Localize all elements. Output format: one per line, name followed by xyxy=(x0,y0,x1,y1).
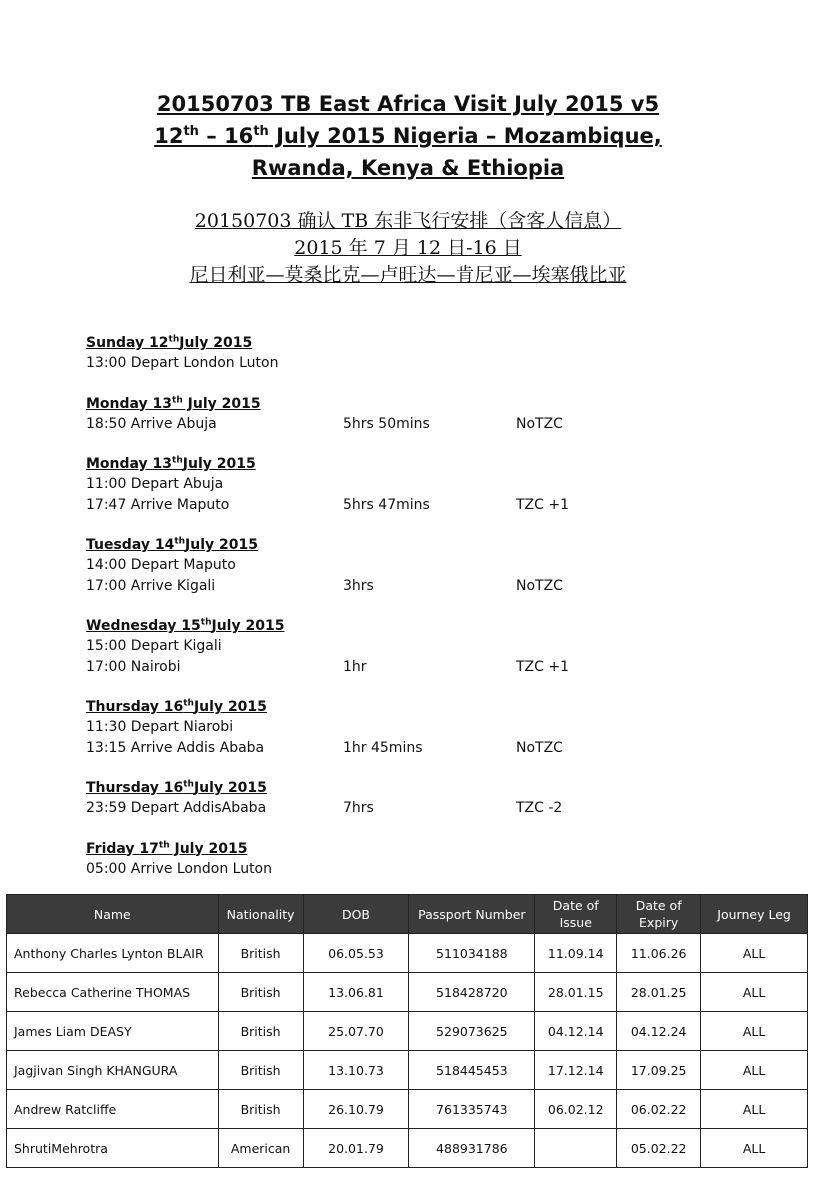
entry-timezone-change: NoTZC xyxy=(516,577,563,594)
schedule-entry xyxy=(86,657,706,678)
schedule-entry xyxy=(86,717,706,738)
header-journey-leg: Journey Leg xyxy=(701,895,808,934)
schedule-day xyxy=(86,839,706,880)
entry-timezone-change: NoTZC xyxy=(516,415,563,432)
cell-journey-leg: ALL xyxy=(701,1129,808,1168)
english-title-line-1: 20150703 TB East Africa Visit July 2015 v5 xyxy=(156,92,660,116)
day-heading-day-sup: th xyxy=(168,334,180,345)
schedule-day-heading xyxy=(86,333,706,353)
chinese-title-line-1: 20150703 确认 TB 东非飞行安排（含客人信息） xyxy=(194,210,622,232)
cell-date-of-issue: 06.02.12 xyxy=(535,1090,617,1129)
cell-passport-number: 761335743 xyxy=(409,1090,535,1129)
day-heading-day-post: July 2015 xyxy=(193,780,267,796)
cell-name: Anthony Charles Lynton BLAIR xyxy=(7,934,219,973)
cell-passport-number: 488931786 xyxy=(409,1129,535,1168)
cell-nationality: British xyxy=(218,934,303,973)
schedule-day xyxy=(86,454,706,515)
schedule-day xyxy=(86,333,706,374)
cell-passport-number: 511034188 xyxy=(409,934,535,973)
schedule-day xyxy=(86,535,706,596)
day-heading-day-post: July 2015 xyxy=(193,699,267,715)
cell-date-of-expiry: 04.12.24 xyxy=(617,1012,701,1051)
cell-date-of-issue xyxy=(535,1129,617,1168)
schedule-entry xyxy=(86,798,706,819)
chinese-title xyxy=(0,208,816,289)
table-row xyxy=(7,934,808,973)
day-heading-day-pre: Tuesday 14 xyxy=(86,537,175,553)
entry-duration: 5hrs 50mins xyxy=(343,415,430,432)
cell-journey-leg: ALL xyxy=(701,934,808,973)
schedule-entry xyxy=(86,738,706,759)
entry-text: 11:30 Depart Niarobi xyxy=(86,719,234,735)
header-dob: DOB xyxy=(303,895,409,934)
title-sup-start: th xyxy=(183,124,199,139)
table-row xyxy=(7,1090,808,1129)
english-title xyxy=(0,88,816,184)
schedule-day xyxy=(86,697,706,758)
schedule-day-heading xyxy=(86,535,706,555)
day-heading-day-post: July 2015 xyxy=(182,456,256,472)
entry-text: 13:00 Depart London Luton xyxy=(86,355,279,371)
title-date-start: 12 xyxy=(154,124,184,148)
entry-text: 15:00 Depart Kigali xyxy=(86,638,222,654)
cell-dob: 25.07.70 xyxy=(303,1012,409,1051)
entry-text: 14:00 Depart Maputo xyxy=(86,557,236,573)
schedule-day-heading xyxy=(86,778,706,798)
cell-nationality: British xyxy=(218,1012,303,1051)
cell-journey-leg: ALL xyxy=(701,1090,808,1129)
day-heading-day-pre: Friday 17 xyxy=(86,840,159,857)
entry-timezone-change: TZC -2 xyxy=(516,800,563,816)
cell-nationality: American xyxy=(218,1129,303,1168)
header-issue xyxy=(535,895,617,934)
title-sup-end: th xyxy=(253,124,269,139)
schedule-day xyxy=(86,616,706,677)
cell-nationality: British xyxy=(218,1090,303,1129)
passenger-table xyxy=(6,894,808,1168)
cell-date-of-expiry: 28.01.25 xyxy=(617,973,701,1012)
entry-text: 17:47 Arrive Maputo xyxy=(86,496,230,513)
table-row xyxy=(7,1051,808,1090)
schedule-entry xyxy=(86,859,706,880)
entry-timezone-change: TZC +1 xyxy=(516,658,570,675)
chinese-title-line-3: 尼日利亚—莫桑比克—卢旺达—肯尼亚—埃塞俄比亚 xyxy=(189,264,627,286)
cell-date-of-issue: 17.12.14 xyxy=(535,1051,617,1090)
cell-dob: 13.10.73 xyxy=(303,1051,409,1090)
entry-duration: 3hrs xyxy=(343,577,374,594)
cell-name: ShrutiMehrotra xyxy=(7,1129,219,1168)
header-expiry-line-1: Date of xyxy=(635,898,682,913)
day-heading-day-post: July 2015 xyxy=(179,335,253,351)
schedule-day-heading xyxy=(86,839,706,859)
schedule-entry xyxy=(86,414,706,435)
cell-date-of-expiry: 11.06.26 xyxy=(617,934,701,973)
entry-duration: 7hrs xyxy=(343,800,374,816)
header-nationality: Nationality xyxy=(218,895,303,934)
header-expiry-line-2: Expiry xyxy=(639,915,679,930)
cell-nationality: British xyxy=(218,1051,303,1090)
entry-timezone-change: TZC +1 xyxy=(516,496,570,513)
schedule-entry xyxy=(86,353,706,374)
title-date-end: – 16 xyxy=(198,124,254,148)
cell-date-of-expiry: 06.02.22 xyxy=(617,1090,701,1129)
schedule-day-heading xyxy=(86,616,706,636)
entry-duration: 5hrs 47mins xyxy=(343,496,430,513)
schedule-entry xyxy=(86,636,706,657)
header-issue-line-1: Date of xyxy=(552,898,599,913)
entry-text: 17:00 Nairobi xyxy=(86,658,181,675)
cell-date-of-issue: 28.01.15 xyxy=(535,973,617,1012)
schedule-day-heading xyxy=(86,454,706,474)
header-issue-line-2: Issue xyxy=(559,915,592,930)
entry-text: 13:15 Arrive Addis Ababa xyxy=(86,739,265,756)
entry-text: 05:00 Arrive London Luton xyxy=(86,860,272,877)
schedule-entry xyxy=(86,576,706,597)
entry-text: 17:00 Arrive Kigali xyxy=(86,577,216,594)
cell-dob: 13.06.81 xyxy=(303,973,409,1012)
cell-journey-leg: ALL xyxy=(701,1012,808,1051)
cell-name: Jagjivan Singh KHANGURA xyxy=(7,1051,219,1090)
day-heading-day-pre: Monday 13 xyxy=(86,456,173,472)
day-heading-day-sup: th xyxy=(172,394,183,405)
header-expiry xyxy=(617,895,701,934)
header-name: Name xyxy=(7,895,219,934)
title-countries-a: July 2015 Nigeria – Mozambique, xyxy=(268,124,662,148)
cell-dob: 06.05.53 xyxy=(303,934,409,973)
day-heading-day-sup: th xyxy=(183,779,194,790)
flight-schedule xyxy=(86,333,706,899)
day-heading-day-sup: th xyxy=(183,698,194,709)
cell-passport-number: 529073625 xyxy=(409,1012,535,1051)
cell-date-of-issue: 11.09.14 xyxy=(535,934,617,973)
day-heading-day-pre: Sunday 12 xyxy=(86,335,169,351)
entry-text: 23:59 Depart AddisAbaba xyxy=(86,800,267,816)
header-passport: Passport Number xyxy=(409,895,535,934)
schedule-day xyxy=(86,394,706,435)
table-row xyxy=(7,1129,808,1168)
day-heading-day-post: July 2015 xyxy=(182,395,261,412)
schedule-entry xyxy=(86,495,706,516)
cell-dob: 20.01.79 xyxy=(303,1129,409,1168)
schedule-entry xyxy=(86,474,706,495)
schedule-day xyxy=(86,778,706,819)
schedule-day-heading xyxy=(86,394,706,414)
cell-name: Rebecca Catherine THOMAS xyxy=(7,973,219,1012)
table-header-row xyxy=(7,895,808,934)
entry-text: 18:50 Arrive Abuja xyxy=(86,415,217,432)
day-heading-day-pre: Thursday 16 xyxy=(86,780,184,796)
cell-name: James Liam DEASY xyxy=(7,1012,219,1051)
day-heading-day-sup: th xyxy=(174,536,186,547)
day-heading-day-post: July 2015 xyxy=(211,618,285,634)
passenger-table-body xyxy=(7,934,808,1168)
schedule-entry xyxy=(86,555,706,576)
cell-dob: 26.10.79 xyxy=(303,1090,409,1129)
entry-timezone-change: NoTZC xyxy=(516,739,563,756)
chinese-title-line-2: 2015 年 7 月 12 日-16 日 xyxy=(294,237,522,259)
day-heading-day-pre: Thursday 16 xyxy=(86,699,184,715)
english-title-line-2 xyxy=(0,120,816,152)
day-heading-day-sup: th xyxy=(158,839,170,850)
english-title-line-3: Rwanda, Kenya & Ethiopia xyxy=(251,156,565,180)
entry-duration: 1hr 45mins xyxy=(343,739,423,756)
schedule-day-heading xyxy=(86,697,706,717)
cell-name: Andrew Ratcliffe xyxy=(7,1090,219,1129)
day-heading-day-post: July 2015 xyxy=(185,537,258,553)
day-heading-day-sup: th xyxy=(200,617,212,628)
cell-passport-number: 518428720 xyxy=(409,973,535,1012)
day-heading-day-sup: th xyxy=(172,455,183,466)
table-row xyxy=(7,1012,808,1051)
entry-text: 11:00 Depart Abuja xyxy=(86,476,224,492)
cell-journey-leg: ALL xyxy=(701,1051,808,1090)
day-heading-day-pre: Wednesday 15 xyxy=(86,618,201,634)
table-row xyxy=(7,973,808,1012)
cell-journey-leg: ALL xyxy=(701,973,808,1012)
cell-passport-number: 518445453 xyxy=(409,1051,535,1090)
cell-date-of-expiry: 05.02.22 xyxy=(617,1129,701,1168)
day-heading-day-pre: Monday 13 xyxy=(86,395,173,412)
day-heading-day-post: July 2015 xyxy=(169,840,248,857)
cell-date-of-issue: 04.12.14 xyxy=(535,1012,617,1051)
cell-nationality: British xyxy=(218,973,303,1012)
entry-duration: 1hr xyxy=(343,658,367,675)
cell-date-of-expiry: 17.09.25 xyxy=(617,1051,701,1090)
